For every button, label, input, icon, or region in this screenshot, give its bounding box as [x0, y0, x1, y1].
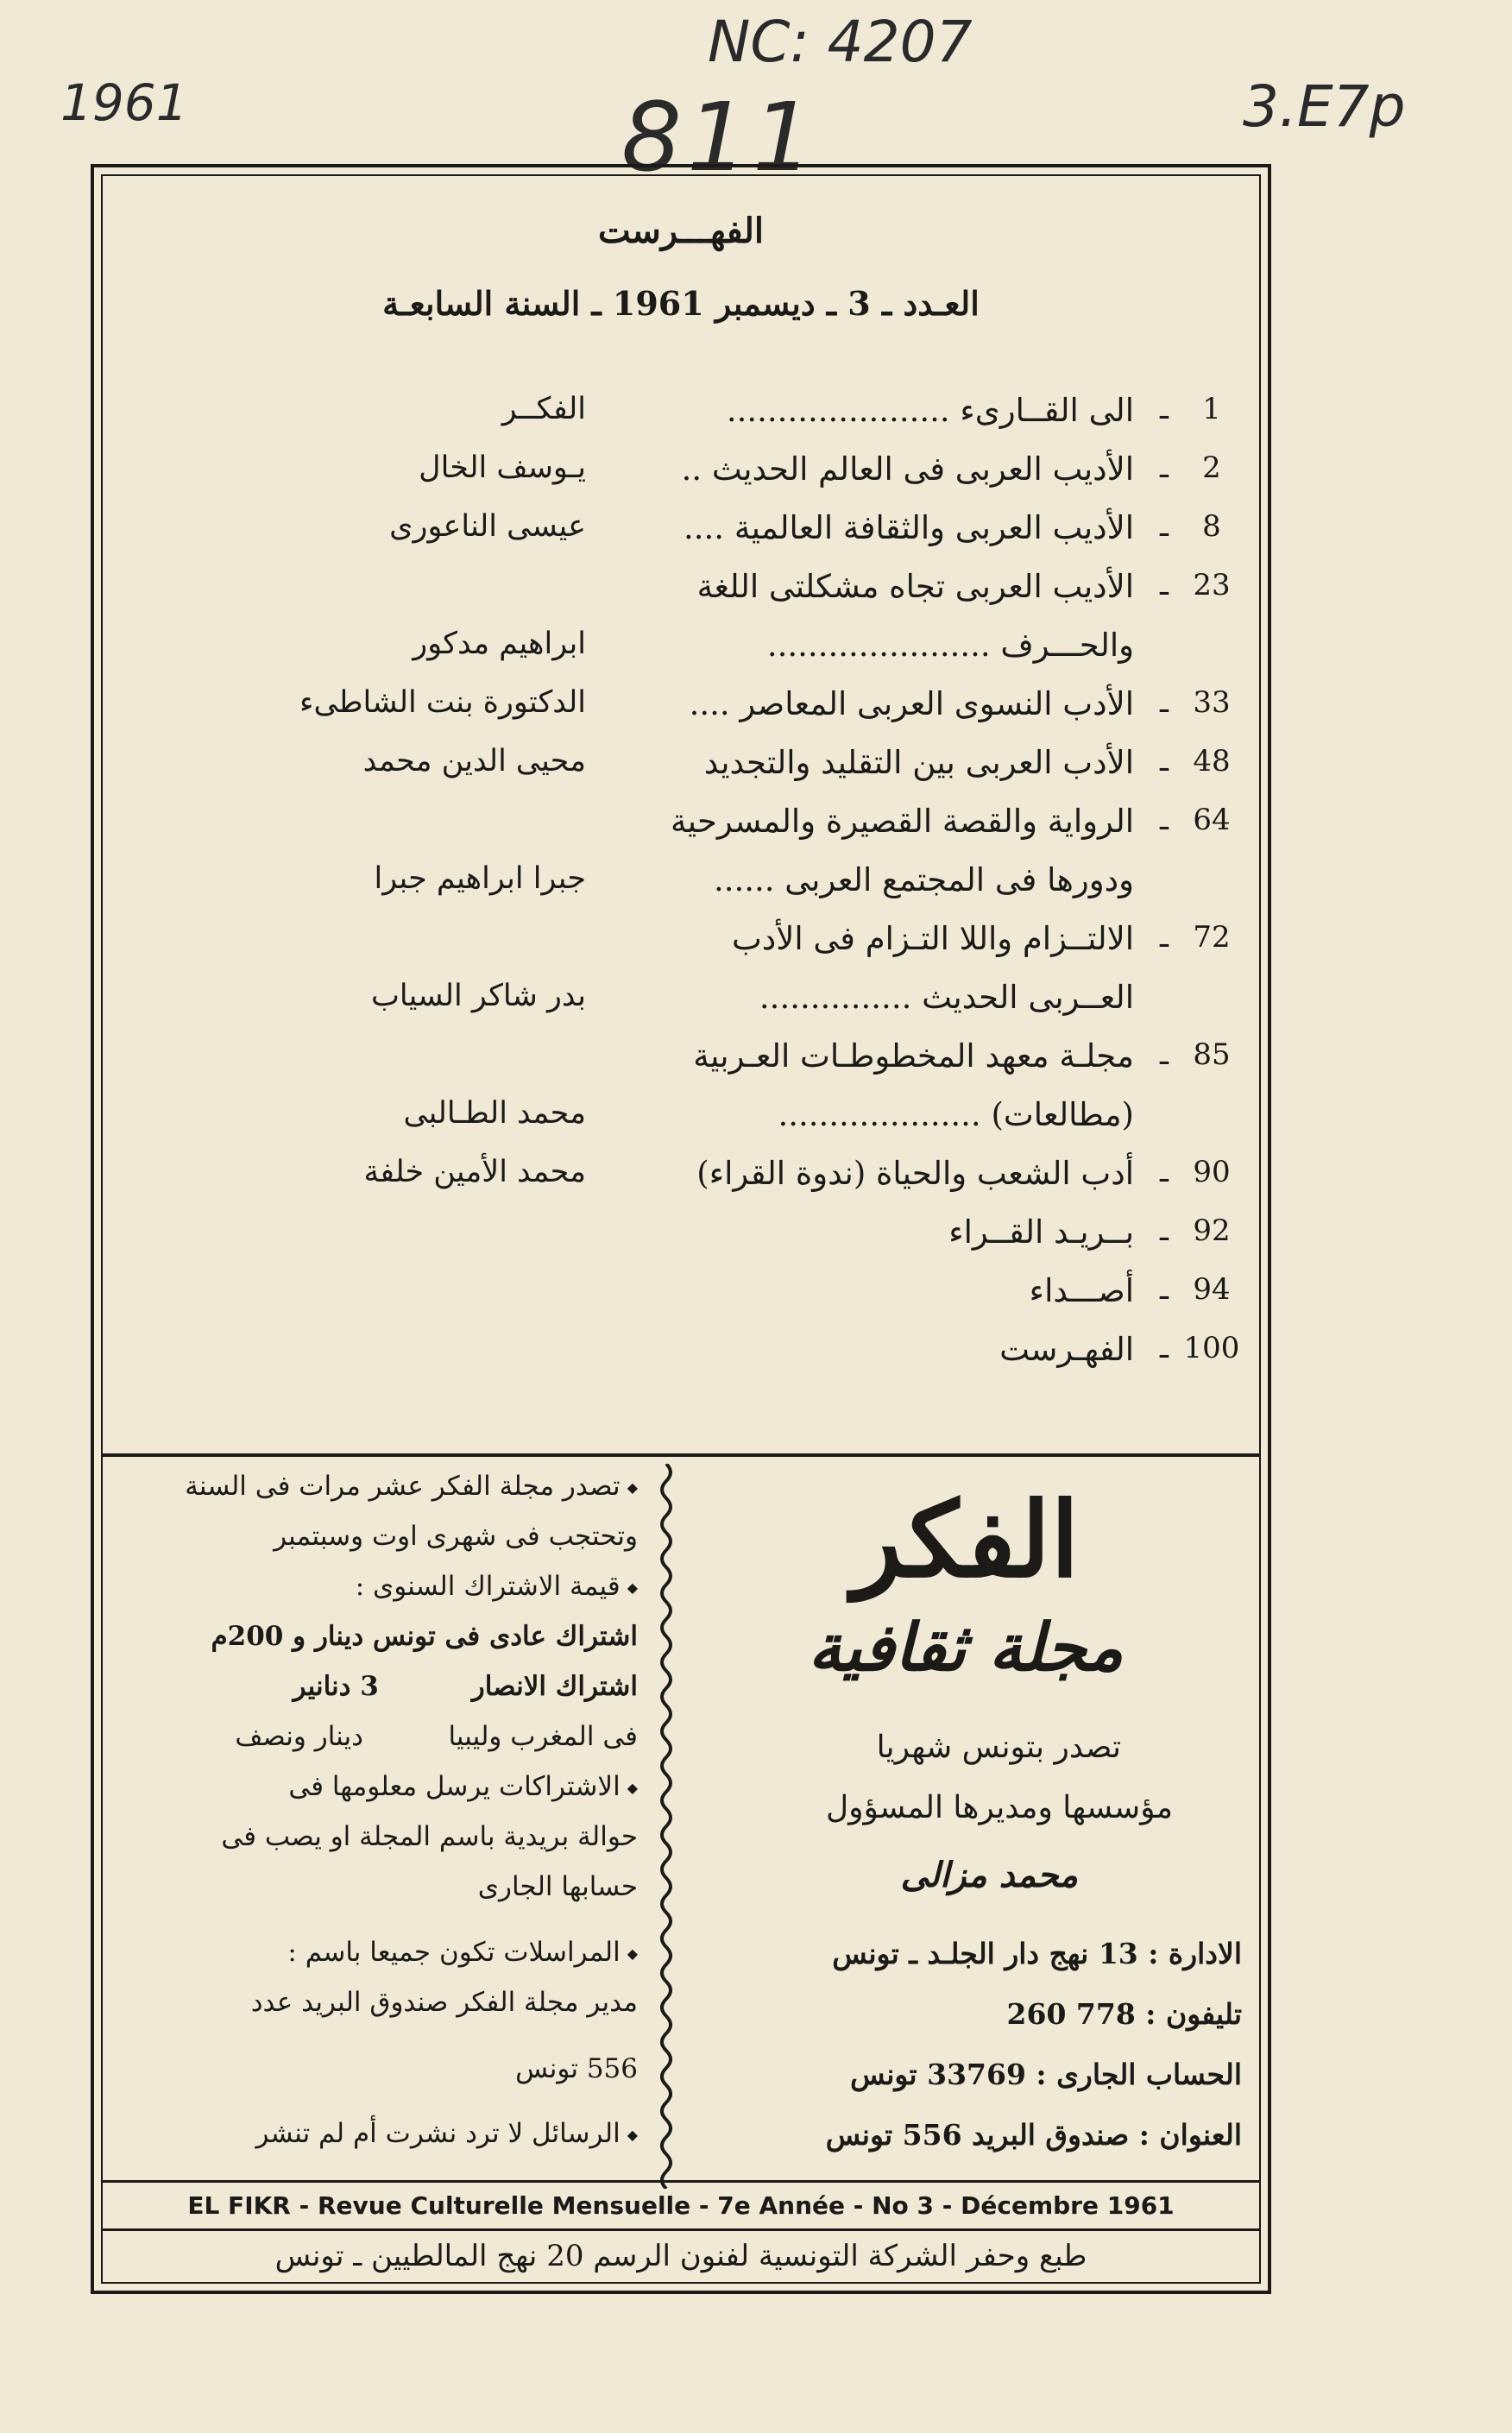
toc-dash: ـ: [1160, 1213, 1169, 1248]
toc-dash: ـ: [1160, 509, 1169, 544]
toc-title: الى القــارىء ......................: [726, 392, 1134, 429]
toc-author: بدر شاكر السياب: [370, 979, 586, 1013]
footer-printer: طبع وحفر الشركة التونسية لفنون الرسم 20 نهج المالطيين ـ تونس: [274, 2239, 1087, 2273]
toc-row: [103, 1155, 1259, 1207]
toc-title: والحـــرف ......................: [766, 627, 1134, 664]
toc-row: [103, 920, 1259, 972]
toc-author: الفكــر: [501, 392, 586, 426]
handwritten-page-mark: 811: [621, 82, 818, 192]
index-title: الفهـــرست: [598, 211, 764, 251]
toc-author: محيى الدين محمد: [362, 744, 586, 778]
toc-title: الأديب العربى تجاه مشكلتى اللغة: [696, 568, 1134, 605]
toc-author: ابراهيم مدكور: [413, 627, 586, 661]
wavy-separator: [655, 1464, 677, 2189]
handwritten-code: 3.E7p: [1243, 73, 1406, 140]
page-frame-inner: [101, 174, 1261, 2284]
toc-row: [103, 392, 1259, 444]
toc-title: (مطالعات) ....................: [778, 1096, 1134, 1133]
subscription-line: اشتراك عادى فى تونس دينار و 200م: [211, 1621, 638, 1652]
toc-row: [103, 1096, 1259, 1148]
toc-row: [103, 451, 1259, 502]
address-line: الادارة : 13 نهج دار الجلـد ـ تونس: [832, 1937, 1242, 1970]
toc-row: [103, 627, 1259, 678]
toc-title: الالتــزام واللا التـزام فى الأدب: [731, 920, 1134, 957]
founder-name: محمد مزالى: [900, 1855, 1078, 1895]
founder-label: مؤسسها ومديرها المسؤول: [825, 1790, 1173, 1825]
magazine-title: الفكر: [852, 1479, 1080, 1601]
toc-dash: ـ: [1160, 392, 1169, 426]
postal-line: العنوان : صندوق البريد 556 تونس: [825, 2118, 1242, 2152]
subscription-line: اشتراك الانصار 3 دنانير: [293, 1671, 638, 1702]
toc-dash: ـ: [1160, 1155, 1169, 1189]
footer-french: EL FIKR - Revue Culturelle Mensuelle - 7e Année - No 3 - Décembre 1961: [187, 2191, 1175, 2220]
toc-page-number: 48: [1193, 744, 1231, 778]
toc-dash: ـ: [1160, 451, 1169, 485]
toc-page-number: 72: [1193, 920, 1231, 955]
handwritten-reference: NC: 4207: [708, 9, 973, 75]
toc-row: [103, 1272, 1259, 1324]
subscription-line: 556 تونس: [515, 2053, 638, 2084]
subscription-line: حسابها الجارى: [477, 1871, 638, 1902]
subscription-line: ◆ قيمة الاشتراك السنوى :: [356, 1571, 638, 1602]
toc-dash: ـ: [1160, 920, 1169, 955]
toc-dash: ـ: [1160, 1272, 1169, 1307]
toc-dash: ـ: [1160, 744, 1169, 778]
section-divider: [103, 1453, 1259, 1457]
subscription-line: ◆ الرسائل لا ترد نشرت أم لم تنشر: [255, 2118, 638, 2149]
toc-title: أصـــداء: [1029, 1272, 1134, 1309]
account-line: الحساب الجارى : 33769 تونس: [850, 2058, 1242, 2091]
subscription-line: مدير مجلة الفكر صندوق البريد عدد: [250, 1987, 638, 2018]
toc-page-number: 100: [1183, 1331, 1240, 1365]
toc-row: [103, 744, 1259, 796]
toc-row: [103, 861, 1259, 913]
toc-author: يـوسف الخال: [419, 451, 586, 485]
toc-row: [103, 1213, 1259, 1265]
page-frame: [91, 164, 1271, 2294]
phone-line: تليفون : 778 260: [1006, 1997, 1242, 2031]
subscription-line: ◆ المراسلات تكون جميعا باسم :: [287, 1937, 638, 1968]
toc-page-number: 94: [1193, 1272, 1231, 1307]
toc-title: الفهـرست: [999, 1331, 1134, 1368]
toc-row: [103, 1037, 1259, 1089]
toc-author: جبرا ابراهيم جبرا: [374, 861, 586, 896]
toc-author: محمد الطـالبى: [403, 1096, 586, 1131]
toc-dash: ـ: [1160, 1037, 1169, 1072]
toc-title: بــريـد القــراء: [948, 1213, 1134, 1251]
toc-row: [103, 803, 1259, 854]
subscription-line: وتحتجب فى شهرى اوت وسبتمبر: [274, 1521, 638, 1552]
toc-title: ودورها فى المجتمع العربى ......: [713, 861, 1134, 898]
footer-divider: [103, 2180, 1259, 2183]
toc-row: [103, 509, 1259, 561]
toc-page-number: 1: [1202, 392, 1221, 426]
toc-page-number: 33: [1193, 685, 1231, 720]
toc-dash: ـ: [1160, 803, 1169, 837]
footer-divider: [103, 2228, 1259, 2231]
toc-page-number: 2: [1202, 451, 1221, 485]
toc-row: [103, 685, 1259, 737]
toc-title: مجلـة معهد المخطوطـات العـربية: [693, 1037, 1134, 1075]
toc-page-number: 92: [1193, 1213, 1231, 1248]
published-line: تصدر بتونس شهريا: [876, 1730, 1121, 1765]
toc-row: [103, 1331, 1259, 1383]
toc-row: [103, 568, 1259, 620]
magazine-subtitle: مجلة ثقافية: [808, 1609, 1124, 1686]
toc-page-number: 8: [1202, 509, 1221, 544]
toc-dash: ـ: [1160, 1331, 1169, 1365]
toc-title: الأديب العربى فى العالم الحديث ..: [681, 451, 1134, 488]
toc-title: الرواية والقصة القصيرة والمسرحية: [670, 803, 1134, 840]
toc-title: أدب الشعب والحياة (ندوة القراء): [696, 1155, 1134, 1192]
handwritten-year: 1961: [60, 73, 188, 132]
subscription-line: ◆ تصدر مجلة الفكر عشر مرات فى السنة: [185, 1471, 638, 1502]
issue-line: العـدد ـ 3 ـ ديسمبر 1961 ـ السنة السابعـة: [382, 284, 980, 323]
toc-page-number: 90: [1193, 1155, 1231, 1189]
toc-page-number: 23: [1193, 568, 1231, 602]
toc-page-number: 85: [1193, 1037, 1231, 1072]
subscription-line: ◆ الاشتراكات يرسل معلومها فى: [288, 1771, 638, 1802]
toc-title: الأدب العربى بين التقليد والتجديد: [703, 744, 1134, 781]
toc-dash: ـ: [1160, 685, 1169, 720]
toc-dash: ـ: [1160, 568, 1169, 602]
subscription-line: فى المغرب وليبيا دينار ونصف: [235, 1721, 638, 1752]
toc-title: الأديب العربى والثقافة العالمية ....: [684, 509, 1134, 546]
toc-title: العــربى الحديث ...............: [759, 979, 1134, 1016]
toc-author: الدكتورة بنت الشاطىء: [299, 685, 586, 720]
toc-author: عيسى الناعورى: [389, 509, 586, 544]
subscription-line: حوالة بريدية باسم المجلة او يصب فى: [221, 1821, 638, 1852]
toc-page-number: 64: [1193, 803, 1231, 837]
toc-row: [103, 979, 1259, 1031]
toc-title: الأدب النسوى العربى المعاصر ....: [689, 685, 1134, 722]
toc-author: محمد الأمين خلفة: [363, 1155, 586, 1189]
